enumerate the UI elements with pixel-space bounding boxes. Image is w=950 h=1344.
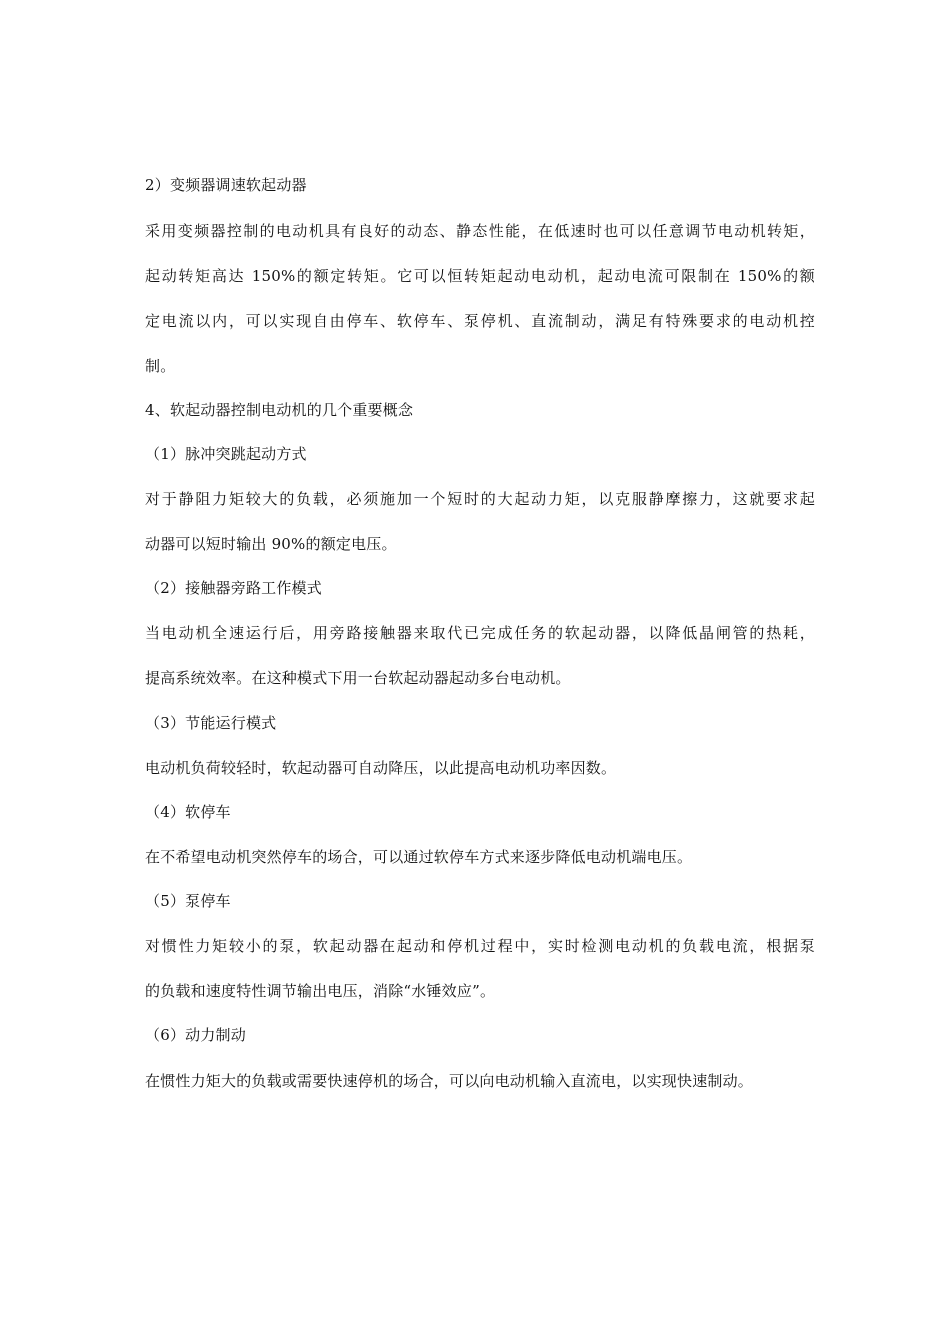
heading-item-6: （6）动力制动 [145, 1026, 246, 1044]
paragraph-line: 制。 [145, 357, 176, 375]
paragraph-line: 对惯性力矩较小的泵，软起动器在起动和停机过程中，实时检测电动机的负载电流，根据泵 [145, 937, 815, 955]
paragraph-line: 在惯性力矩大的负载或需要快速停机的场合，可以向电动机输入直流电，以实现快速制动。 [145, 1072, 754, 1090]
paragraph-line: 定电流以内，可以实现自由停车、软停车、泵停机、直流制动，满足有特殊要求的电动机控 [145, 312, 815, 330]
heading-variable-frequency-soft-starter: 2）变频器调速软起动器 [145, 176, 307, 194]
heading-item-4: （4）软停车 [145, 803, 231, 821]
paragraph-line: 采用变频器控制的电动机具有良好的动态、静态性能，在低速时也可以任意调节电动机转矩， [145, 222, 815, 240]
heading-item-2: （2）接触器旁路工作模式 [145, 579, 322, 597]
paragraph-line: 电动机负荷较轻时，软起动器可自动降压，以此提高电动机功率因数。 [145, 759, 617, 777]
paragraph-line: 动器可以短时输出 90%的额定电压。 [145, 535, 397, 553]
paragraph-line: 当电动机全速运行后，用旁路接触器来取代已完成任务的软起动器，以降低晶闸管的热耗， [145, 624, 815, 642]
paragraph-line: 提高系统效率。在这种模式下用一台软起动器起动多台电动机。 [145, 669, 571, 687]
heading-item-5: （5）泵停车 [145, 892, 231, 910]
heading-item-1: （1）脉冲突跳起动方式 [145, 445, 307, 463]
heading-section-4: 4、软起动器控制电动机的几个重要概念 [145, 401, 414, 419]
paragraph-line: 的负载和速度特性调节输出电压，消除“水锤效应”。 [145, 982, 496, 1000]
paragraph-line: 对于静阻力矩较大的负载，必须施加一个短时的大起动力矩，以克服静摩擦力，这就要求起 [145, 490, 815, 508]
paragraph-line: 在不希望电动机突然停车的场合，可以通过软停车方式来逐步降低电动机端电压。 [145, 848, 693, 866]
heading-item-3: （3）节能运行模式 [145, 714, 277, 732]
paragraph-line: 起动转矩高达 150%的额定转矩。它可以恒转矩起动电动机，起动电流可限制在 150%的额 [145, 267, 815, 285]
